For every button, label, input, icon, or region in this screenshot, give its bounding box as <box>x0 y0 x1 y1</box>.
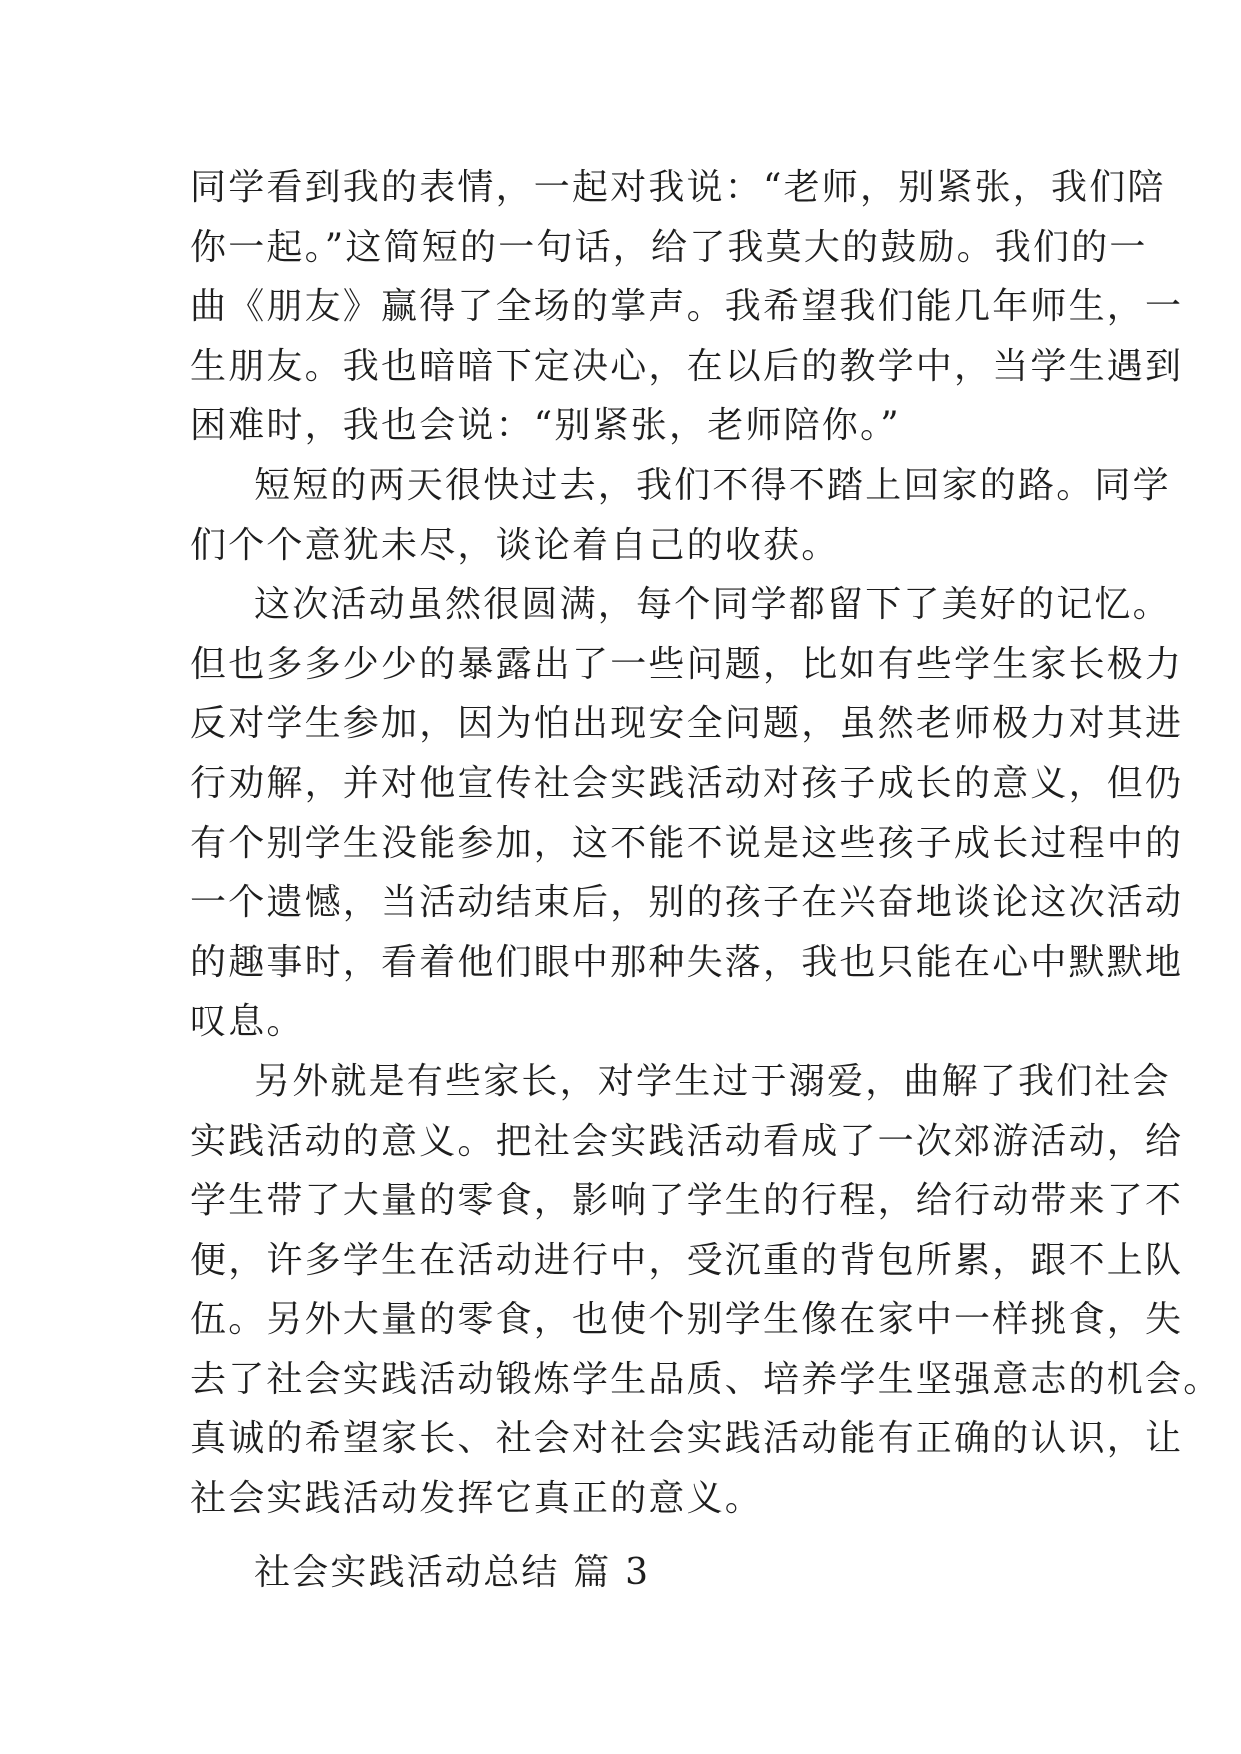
section-heading: 社会实践活动总结 篇 3 <box>254 1551 651 1593</box>
paragraph-line: 一个遗憾，当活动结束后，别的孩子在兴奋地谈论这次活动 <box>190 882 1184 924</box>
paragraph-line: 实践活动的意义。把社会实践活动看成了一次郊游活动，给 <box>190 1120 1184 1162</box>
paragraph-line: 伍。另外大量的零食，也使个别学生像在家中一样挑食，失 <box>190 1299 1184 1341</box>
paragraph-line: 真诚的希望家长、社会对社会实践活动能有正确的认识，让 <box>190 1418 1184 1460</box>
paragraph-line: 社会实践活动发挥它真正的意义。 <box>190 1478 764 1520</box>
paragraph-line: 学生带了大量的零食，影响了学生的行程，给行动带来了不 <box>190 1180 1184 1222</box>
paragraph-line: 去了社会实践活动锻炼学生品质、培养学生坚强意志的机会。 <box>190 1358 1222 1400</box>
paragraph-line: 短短的两天很快过去，我们不得不踏上回家的路。同学 <box>254 464 1171 506</box>
paragraph-line: 同学看到我的表情，一起对我说：“老师，别紧张，我们陪 <box>190 167 1166 208</box>
paragraph-line: 曲《朋友》赢得了全场的掌声。我希望我们能几年师生，一 <box>190 286 1184 328</box>
paragraph-line: 生朋友。我也暗暗下定决心，在以后的教学中，当学生遇到 <box>190 345 1184 387</box>
paragraph-line: 行劝解，并对他宣传社会实践活动对孩子成长的意义，但仍 <box>190 762 1184 804</box>
paragraph-line: 的趣事时，看着他们眼中那种失落，我也只能在心中默默地 <box>190 941 1184 983</box>
paragraph-line: 但也多多少少的暴露出了一些问题，比如有些学生家长极力 <box>190 643 1184 685</box>
paragraph-line: 反对学生参加，因为怕出现安全问题，虽然老师极力对其进 <box>190 703 1184 745</box>
document-body <box>190 158 1222 1602</box>
paragraph-line: 们个个意犹未尽，谈论着自己的收获。 <box>190 524 840 566</box>
paragraph-line: 有个别学生没能参加，这不能不说是这些孩子成长过程中的 <box>190 822 1184 864</box>
paragraph-line: 这次活动虽然很圆满，每个同学都留下了美好的记忆。 <box>254 584 1171 626</box>
paragraph-line: 叹息。 <box>190 1001 305 1043</box>
paragraph-line: 另外就是有些家长，对学生过于溺爱，曲解了我们社会 <box>254 1060 1171 1102</box>
paragraph-line: 便，许多学生在活动进行中，受沉重的背包所累，跟不上队 <box>190 1239 1184 1281</box>
paragraph-line: 你一起。”这简短的一句话，给了我莫大的鼓励。我们的一 <box>190 226 1148 268</box>
paragraph-line: 困难时，我也会说：“别紧张，老师陪你。” <box>190 405 901 447</box>
